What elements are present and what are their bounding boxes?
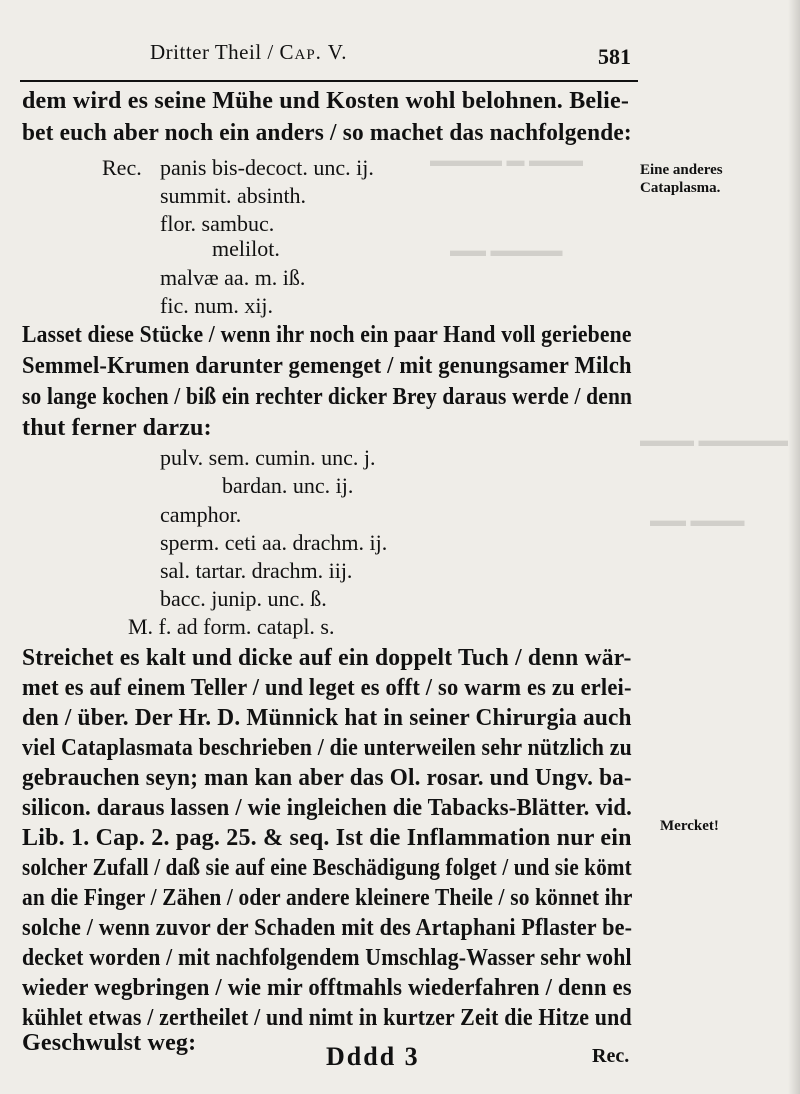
page-number: 581 xyxy=(598,44,631,69)
bleed-through-texture: ▬▬▬ ▬▬ xyxy=(650,510,745,530)
text-line: Lasset diese Stücke / wenn ihr noch ein paar Hand voll geriebene xyxy=(22,322,632,348)
header-rule xyxy=(20,80,638,82)
text-line: silicon. daraus lassen / wie ingleichen die Tabacks-Blätter. vid. xyxy=(22,795,633,821)
bleed-through-texture: ▬▬▬▬ ▬▬ xyxy=(450,240,563,260)
text-line: gebrauchen seyn; man kan aber das Ol. rosar. und Ungv. ba- xyxy=(22,765,632,791)
recipe-item: pulv. sem. cumin. unc. j. xyxy=(160,445,376,470)
running-head-part: Dritter Theil / xyxy=(150,40,280,64)
bleed-through-texture: ▬▬▬▬▬ ▬▬▬ xyxy=(640,430,789,450)
text-line: Lib. 1. Cap. 2. pag. 25. & seq. Ist die Inflammation nur ein xyxy=(22,825,632,851)
text-line: solche / wenn zuvor der Schaden mit des Artaphani Pflaster be- xyxy=(22,915,633,941)
recipe-item: bardan. unc. ij. xyxy=(222,473,354,498)
text-line: Geschwulst weg: xyxy=(22,1030,197,1056)
text-line: an die Finger / Zähen / oder andere kleinere Theile / so könnet ihr xyxy=(22,885,633,911)
text-line: solcher Zufall / daß sie auf eine Beschädigung folget / und sie kömt xyxy=(22,855,632,881)
recipe-item: panis bis-decoct. unc. ij. xyxy=(160,155,374,180)
text-line: met es auf einem Teller / und leget es offt / so warm es zu erlei- xyxy=(22,675,632,701)
text-line: thut ferner darzu: xyxy=(22,415,212,441)
recipe-item: bacc. junip. unc. ß. xyxy=(160,586,327,611)
page-edge-shadow xyxy=(788,0,800,1094)
recipe-item: M. f. ad form. catapl. s. xyxy=(128,614,335,639)
catchword: Rec. xyxy=(592,1045,630,1067)
margin-note: Mercket! xyxy=(660,818,719,834)
text-line: Streichet es kalt und dicke auf ein doppelt Tuch / denn wär- xyxy=(22,645,632,671)
recipe-item: camphor. xyxy=(160,502,242,527)
recipe-item: malvæ aa. m. iß. xyxy=(160,265,306,290)
recipe-item: summit. absinth. xyxy=(160,183,307,208)
margin-note: Cataplasma. xyxy=(640,180,721,196)
text-line: kühlet etwas / zertheilet / und nimt in kurtzer Zeit die Hitze und xyxy=(22,1005,632,1031)
text-line: wieder wegbringen / wie mir offtmahls wiederfahren / denn es xyxy=(22,975,632,1001)
margin-note: Eine anderes xyxy=(640,162,723,178)
text-line: dem wird es seine Mühe und Kosten wohl belohnen. Belie- xyxy=(22,88,630,114)
recipe-item: sal. tartar. drachm. iij. xyxy=(160,558,353,583)
recipe-label: Rec. xyxy=(102,155,142,180)
signature-mark: Dddd 3 xyxy=(326,1042,420,1071)
recipe-item: melilot. xyxy=(212,236,280,261)
text-line: decket worden / mit nachfolgendem Umschlag-Wasser sehr wohl xyxy=(22,945,632,971)
text-line: so lange kochen / biß ein rechter dicker Brey daraus werde / denn xyxy=(22,384,633,410)
text-line: Semmel-Krumen darunter gemenget / mit genungsamer Milch xyxy=(22,353,632,379)
text-line: den / über. Der Hr. D. Münnick hat in seiner Chirurgia auch xyxy=(22,705,632,731)
recipe-item: flor. sambuc. xyxy=(160,211,275,236)
text-line: viel Cataplasmata beschrieben / die unterweilen sehr nützlich zu xyxy=(22,735,632,761)
recipe-item: sperm. ceti aa. drachm. ij. xyxy=(160,530,388,555)
bleed-through-texture: ▬▬▬ ▬ ▬▬▬▬ xyxy=(430,150,583,170)
recipe-item: fic. num. xij. xyxy=(160,293,274,318)
text-line: bet euch aber noch ein anders / so machet das nachfolgende: xyxy=(22,120,632,146)
running-head xyxy=(150,40,640,65)
chapter-label: Cap. V. xyxy=(279,40,348,64)
